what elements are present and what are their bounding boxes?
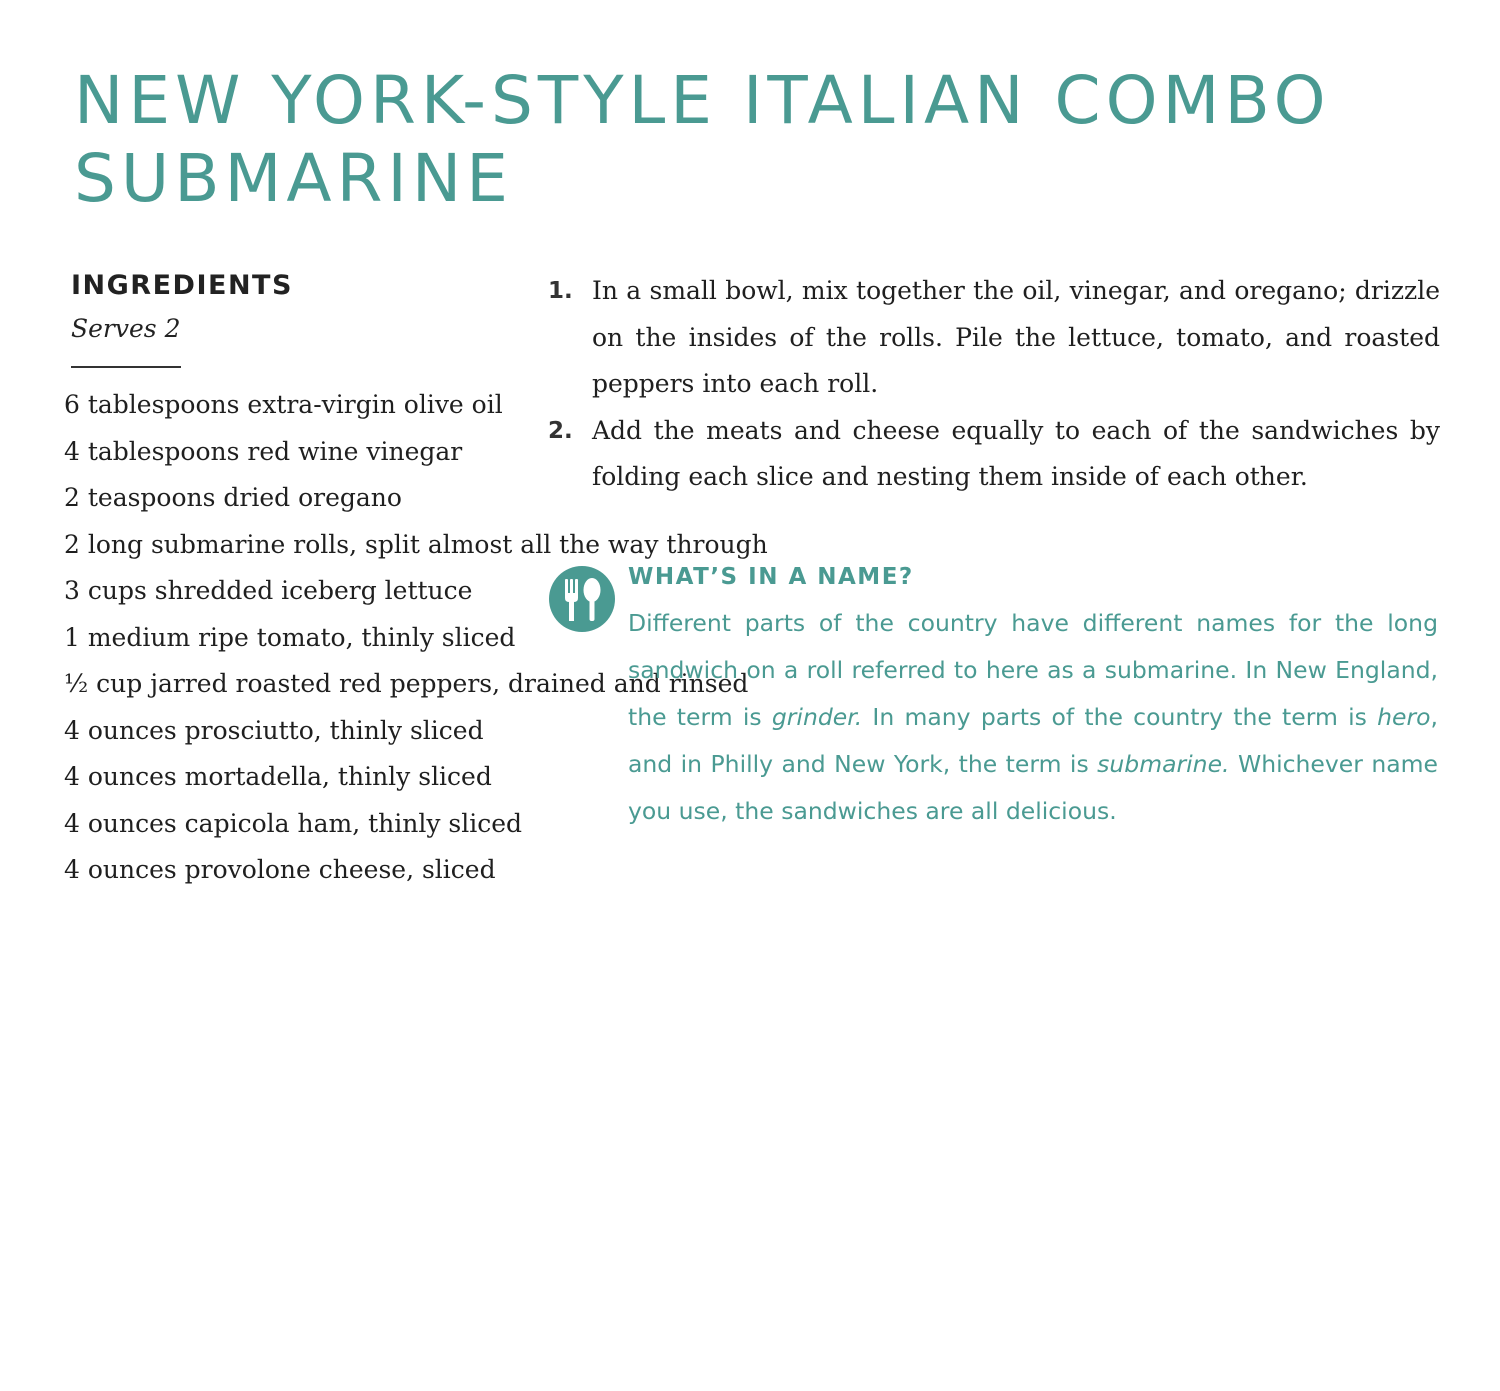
ingredients-heading: INGREDIENTS bbox=[71, 270, 293, 301]
ingredient-item: 4 ounces prosciutto, thinly sliced bbox=[64, 715, 484, 745]
ingredient-list bbox=[64, 382, 768, 894]
ingredient-item: 2 long submarine rolls, split almost all the way through bbox=[64, 529, 768, 559]
serves-label: Serves 2 bbox=[71, 314, 181, 343]
recipe-title-line-1: NEW YORK-STYLE ITALIAN COMBO bbox=[74, 62, 1331, 139]
ingredient-item: 1 medium ripe tomato, thinly sliced bbox=[64, 622, 516, 652]
direction-step bbox=[548, 268, 1440, 408]
recipe-title-line-2: SUBMARINE bbox=[74, 140, 513, 217]
term-hero: hero bbox=[1377, 703, 1431, 731]
directions-list bbox=[548, 268, 1440, 501]
ingredient-item: 3 cups shredded iceberg lettuce bbox=[64, 576, 473, 605]
sidebar-text: Different parts of the country have different names for the long sandwich on a roll referred to here as a submarine. In New England, the term is grinder. In many parts of the country the term is hero, and in Philly and New York, the term is submarine. Whichever name you use, the sandwiches are all delicious. bbox=[628, 609, 1438, 825]
fork-spoon-icon bbox=[548, 565, 616, 633]
ingredient-item: 2 teaspoons dried oregano bbox=[64, 483, 402, 512]
recipe-title bbox=[74, 62, 1374, 218]
step-text: Add the meats and cheese equally to each of the sandwiches by folding each slice and nesting them inside of each other. bbox=[592, 415, 1440, 491]
step-text: In a small bowl, mix together the oil, vinegar, and oregano; drizzle on the insides of the rolls. Pile the lettuce, tomato, and roasted peppers into each roll. bbox=[592, 276, 1440, 398]
ingredient-item: 4 tablespoons red wine vinegar bbox=[64, 436, 463, 466]
ingredient-item: 6 tablespoons extra-virgin olive oil bbox=[64, 390, 503, 419]
ingredient-item: 4 ounces mortadella, thinly sliced bbox=[64, 762, 492, 791]
ingredient-item: ½ cup jarred roasted red peppers, drained and rinsed bbox=[64, 669, 749, 698]
term-grinder: grinder. bbox=[771, 703, 863, 731]
step-number: 2. bbox=[548, 417, 573, 444]
term-submarine: submarine. bbox=[1097, 750, 1230, 778]
ingredient-item: 4 ounces capicola ham, thinly sliced bbox=[64, 808, 523, 838]
step-number: 1. bbox=[548, 278, 573, 304]
ingredient-item: 4 ounces provolone cheese, sliced bbox=[64, 855, 496, 884]
sidebar-heading: WHAT’S IN A NAME? bbox=[628, 564, 914, 590]
direction-step bbox=[548, 408, 1440, 501]
divider bbox=[71, 366, 181, 368]
ingredients-section bbox=[64, 266, 768, 894]
